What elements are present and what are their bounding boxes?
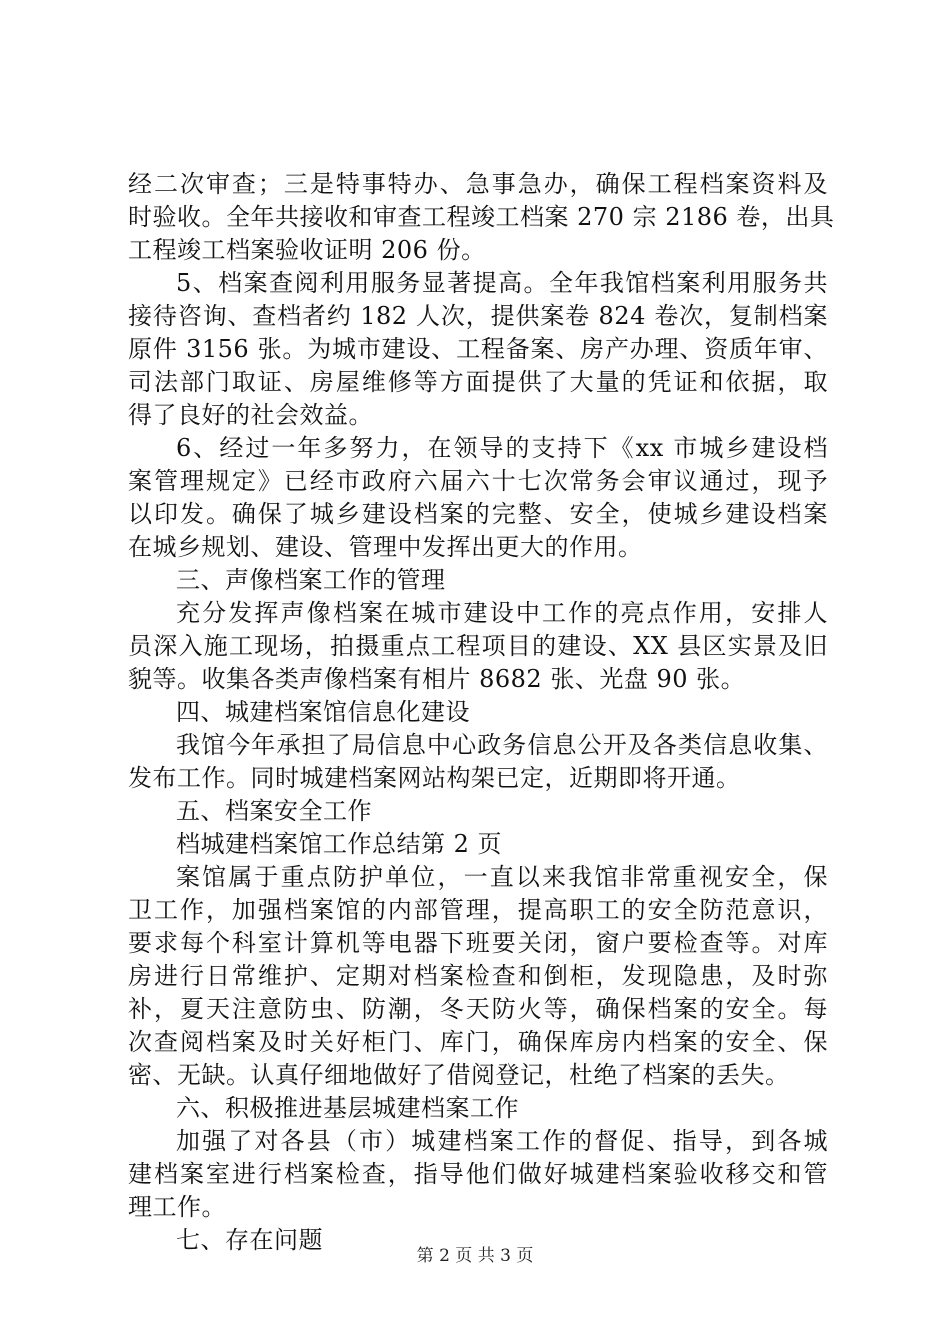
text-line: 时验收。全年共接收和审查工程竣工档案 270 宗 2186 卷，出具 [128,203,835,231]
text-line: 原件 3156 张。为城市建设、工程备案、房产办理、资质年审、 [128,335,828,363]
text-line: 卫工作，加强档案馆的内部管理，提高职工的安全防范意识， [128,896,828,924]
text-line: 经二次审查；三是特事特办、急事急办，确保工程档案资料及 [128,170,828,198]
text-line: 在城乡规划、建设、管理中发挥出更大的作用。 [128,533,643,561]
text-line: 我馆今年承担了局信息中心政务信息公开及各类信息收集、 [176,731,828,759]
text-line: 貌等。收集各类声像档案有相片 8682 张、光盘 90 张。 [128,665,746,693]
text-line: 五、档案安全工作 [176,797,372,825]
text-line: 三、声像档案工作的管理 [176,566,446,594]
text-line: 充分发挥声像档案在城市建设中工作的亮点作用，安排人 [176,599,828,627]
text-line: 六、积极推进基层城建档案工作 [176,1094,519,1122]
text-line: 补，夏天注意防虫、防潮，冬天防火等，确保档案的安全。每 [128,995,828,1023]
text-line: 加强了对各县（市）城建档案工作的督促、指导，到各城 [176,1127,828,1155]
text-line: 以印发。确保了城乡建设档案的完整、安全，使城乡建设档案 [128,500,828,528]
document-body [128,168,835,1257]
text-line: 6、经过一年多努力，在领导的支持下《xx 市城乡建设档 [176,434,828,462]
text-line: 5、档案查阅利用服务显著提高。全年我馆档案利用服务共 [176,269,828,297]
text-line: 案管理规定》已经市政府六届六十七次常务会审议通过，现予 [128,467,828,495]
text-line: 接待咨询、查档者约 182 人次，提供案卷 824 卷次，复制档案 [128,302,828,330]
text-line: 案馆属于重点防护单位，一直以来我馆非常重视安全，保 [176,863,828,891]
text-line: 七、存在问题 [176,1226,323,1254]
text-line: 四、城建档案馆信息化建设 [176,698,470,726]
text-line: 发布工作。同时城建档案网站构架已定，近期即将开通。 [128,764,741,792]
text-line: 档城建档案馆工作总结第 2 页 [176,830,503,858]
text-line: 要求每个科室计算机等电器下班要关闭，窗户要检查等。对库 [128,929,828,957]
text-line: 密、无缺。认真仔细地做好了借阅登记，杜绝了档案的丢失。 [128,1061,790,1089]
text-line: 员深入施工现场，拍摄重点工程项目的建设、XX 县区实景及旧 [128,632,828,660]
text-line: 理工作。 [128,1193,226,1221]
text-line: 工程竣工档案验收证明 206 份。 [128,236,486,264]
text-line: 得了良好的社会效益。 [128,401,373,429]
page-footer: 第 2 页 共 3 页 [416,1246,534,1266]
text-line: 房进行日常维护、定期对档案检查和倒柜，发现隐患，及时弥 [128,962,828,990]
text-line: 司法部门取证、房屋维修等方面提供了大量的凭证和依据，取 [128,368,828,396]
text-line: 建档案室进行档案检查，指导他们做好城建档案验收移交和管 [128,1160,828,1188]
text-line: 次查阅档案及时关好柜门、库门，确保库房内档案的安全、保 [128,1028,828,1056]
